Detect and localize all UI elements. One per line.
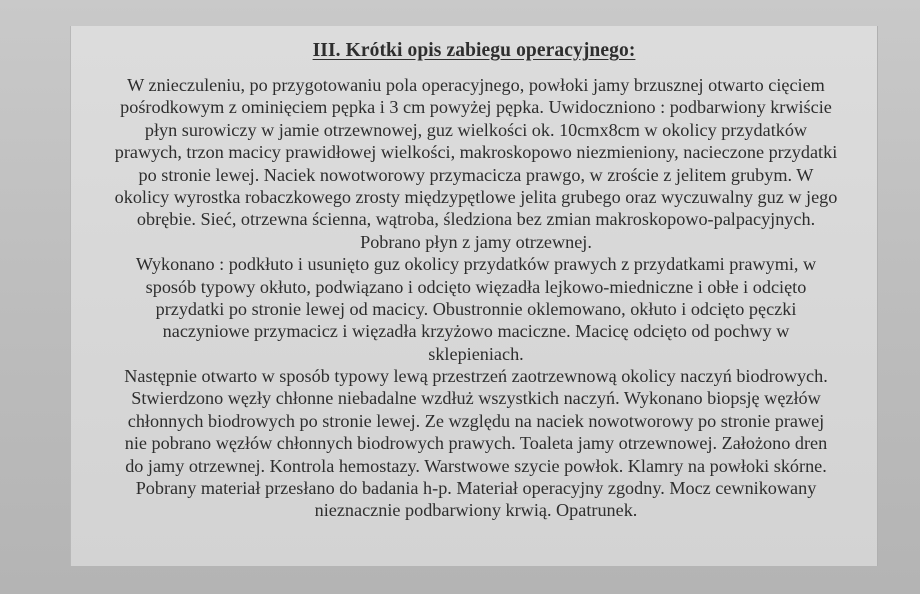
procedure-description (75, 74, 877, 522)
text-line: sposób typowy okłuto, podwiązano i odcięto więzadła lejkowo-miedniczne i obłe i odcięto (145, 276, 807, 297)
text-line: przydatki po stronie lewej od macicy. Obustronnie oklemowano, okłuto i odcięto pęczki (155, 298, 797, 319)
text-line: Wykonano : podkłuto i usunięto guz okolicy przydatków prawych z przydatkami prawymi, w (135, 254, 817, 275)
text-line: nieznacznie podbarwiony krwią. Opatrunek. (314, 500, 638, 521)
document-page (70, 26, 878, 566)
text-line: pośrodkowym z ominięciem pępka i 3 cm powyżej pępka. Uwidoczniono : podbarwiony krwiście (120, 97, 832, 118)
text-line: Stwierdzono węzły chłonne niebadalne wzdłuż wszystkich naczyń. Wykonano biopsję węzłów (131, 388, 821, 409)
text-line: Pobrano płyn z jamy otrzewnej. (360, 231, 592, 252)
text-line: okolicy wyrostka robaczkowego zrosty międzypętlowe jelita grubego oraz wyczuwalny guz w jego (114, 186, 838, 207)
text-line: prawych, trzon macicy prawidłowej wielkości, makroskopowo niezmieniony, nacieczone przydatki (114, 142, 838, 163)
text-line: płyn surowiczy w jamie otrzewnowej, guz wielkości ok. 10cmx8cm w okolicy przydatków (144, 119, 808, 140)
text-line: naczyniowe przymacicz i więzadła krzyżowo maciczne. Macicę odcięto od pochwy w (162, 321, 790, 342)
text-line: nie pobrano węzłów chłonnych biodrowych prawych. Toaleta jamy otrzewnowej. Założono dren (124, 433, 828, 454)
text-line: obrębie. Sieć, otrzewna ścienna, wątroba, śledziona bez zmian makroskopowo-palpacyjnych. (136, 209, 816, 230)
text-line: W znieczuleniu, po przygotowaniu pola operacyjnego, powłoki jamy brzusznej otwarto cięciem (127, 75, 825, 95)
text-line: sklepieniach. (428, 343, 524, 364)
text-line: chłonnych biodrowych po stronie lewej. Ze względu na naciek nowotworowy po stronie prawej (127, 410, 825, 431)
text-line: do jamy otrzewnej. Kontrola hemostazy. Warstwowe szycie powłok. Klamry na powłoki skórne. (125, 455, 827, 476)
section-title: III. Krótki opis zabiegu operacyjnego: (312, 40, 636, 61)
text-line: po stronie lewej. Naciek nowotworowy przymacicza prawgo, w zroście z jelitem grubym. W (138, 164, 814, 185)
text-line: Pobrany materiał przesłano do badania h-p. Materiał operacyjny zgodny. Mocz cewnikowany (135, 478, 817, 499)
text-line: Następnie otwarto w sposób typowy lewą przestrzeń zaotrzewnową okolicy naczyń biodrowych. (124, 366, 828, 387)
